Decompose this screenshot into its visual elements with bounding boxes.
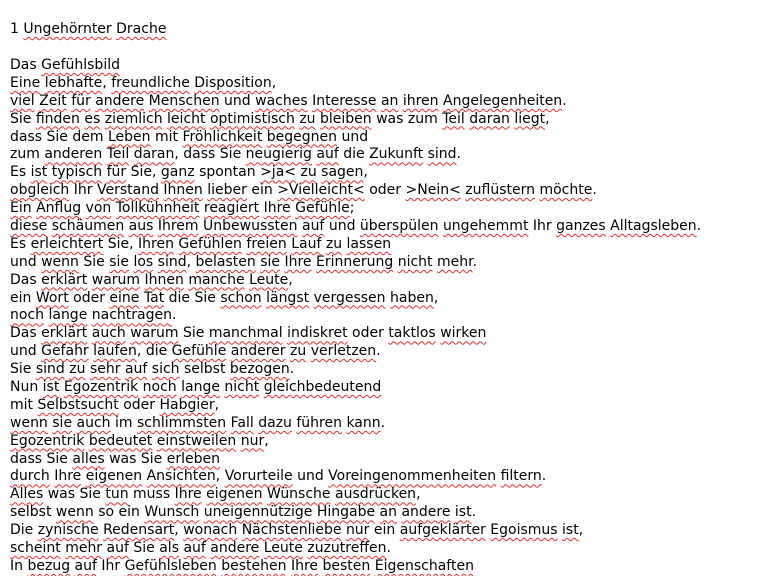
text-line: Ein Anflug von Tollkühnheit reagiert Ihre Gefühle; bbox=[10, 200, 355, 217]
text-line: zum anderen Teil daran, dass Sie neugierig auf die Zukunft sind. bbox=[10, 146, 461, 163]
text-line: Alles was Sie tun muss Ihre eigenen Wünsche ausdrücken, bbox=[10, 486, 421, 503]
text-line: Eine lebhafte, freundliche Disposition, bbox=[10, 74, 277, 91]
text-line: Sie finden es ziemlich leicht optimistisch zu bleiben was zum Teil daran liegt, bbox=[10, 110, 550, 127]
text-line: dass Sie alles was Sie erleben bbox=[10, 450, 220, 467]
text-line: scheint mehr auf Sie als auf andere Leute zuzutreffen. bbox=[10, 540, 391, 557]
text-line: mit Selbstsucht oder Habgier, bbox=[10, 396, 220, 413]
text-line: wenn sie auch im schlimmsten Fall dazu führen kann. bbox=[10, 414, 386, 431]
text-line: und Gefahr laufen, die Gefühle anderer zu verletzen. bbox=[10, 343, 381, 360]
document-body[interactable] bbox=[10, 21, 760, 576]
text-line: ein Wort oder eine Tat die Sie schon längst vergessen haben, bbox=[10, 289, 439, 306]
document-heading: 1 Ungehörnter Drache bbox=[10, 21, 167, 37]
text-line: und wenn Sie sie los sind, belasten sie Ihre Erinnerung nicht mehr. bbox=[10, 253, 478, 270]
text-line: Das erklärt auch warum Sie manchmal indiskret oder taktlos wirken bbox=[10, 325, 487, 342]
text-line: Nun ist Egozentrik noch lange nicht gleichbedeutend bbox=[10, 379, 382, 396]
text-line: dass Sie dem Leben mit Fröhlichkeit begegnen und bbox=[10, 128, 369, 145]
text-line: Das erklärt warum Ihnen manche Leute, bbox=[10, 271, 293, 288]
text-line: Es erleichtert Sie, Ihren Gefühlen freien Lauf zu lassen bbox=[10, 235, 392, 252]
text-line: obgleich Ihr Verstand Ihnen lieber ein >Vielleicht< oder >Nein< zuflüstern möchte. bbox=[10, 182, 597, 199]
section-title: Das Gefühlsbild bbox=[10, 56, 120, 73]
text-line: noch lange nachtragen. bbox=[10, 307, 177, 324]
text-line: Egozentrik bedeutet einstweilen nur, bbox=[10, 432, 269, 449]
text-line: viel Zeit für andere Menschen und waches Interesse an ihren Angelegenheiten. bbox=[10, 92, 567, 109]
text-line: diese schäumen aus Ihrem Unbewussten auf und überspülen ungehemmt Ihr ganzes Alltagsleben. bbox=[10, 218, 702, 234]
text-line: In bezug auf Ihr Gefühlsleben bestehen Ihre besten Eigenschaften bbox=[10, 557, 474, 574]
text-line: durch Ihre eigenen Ansichten, Vorurteile und Voreingenommenheiten filtern. bbox=[10, 468, 547, 485]
body-text bbox=[10, 75, 760, 576]
text-line: Sie sind zu sehr auf sich selbst bezogen. bbox=[10, 361, 295, 378]
text-line: Die zynische Redensart, wonach Nächstenliebe nur ein aufgeklärter Egoismus ist, bbox=[10, 522, 584, 539]
text-line: Es ist typisch für Sie, ganz spontan >ja< zu sagen, bbox=[10, 164, 368, 181]
blank-line bbox=[10, 39, 760, 57]
text-line: selbst wenn so ein Wunsch uneigennützige Hingabe an andere ist. bbox=[10, 504, 477, 521]
